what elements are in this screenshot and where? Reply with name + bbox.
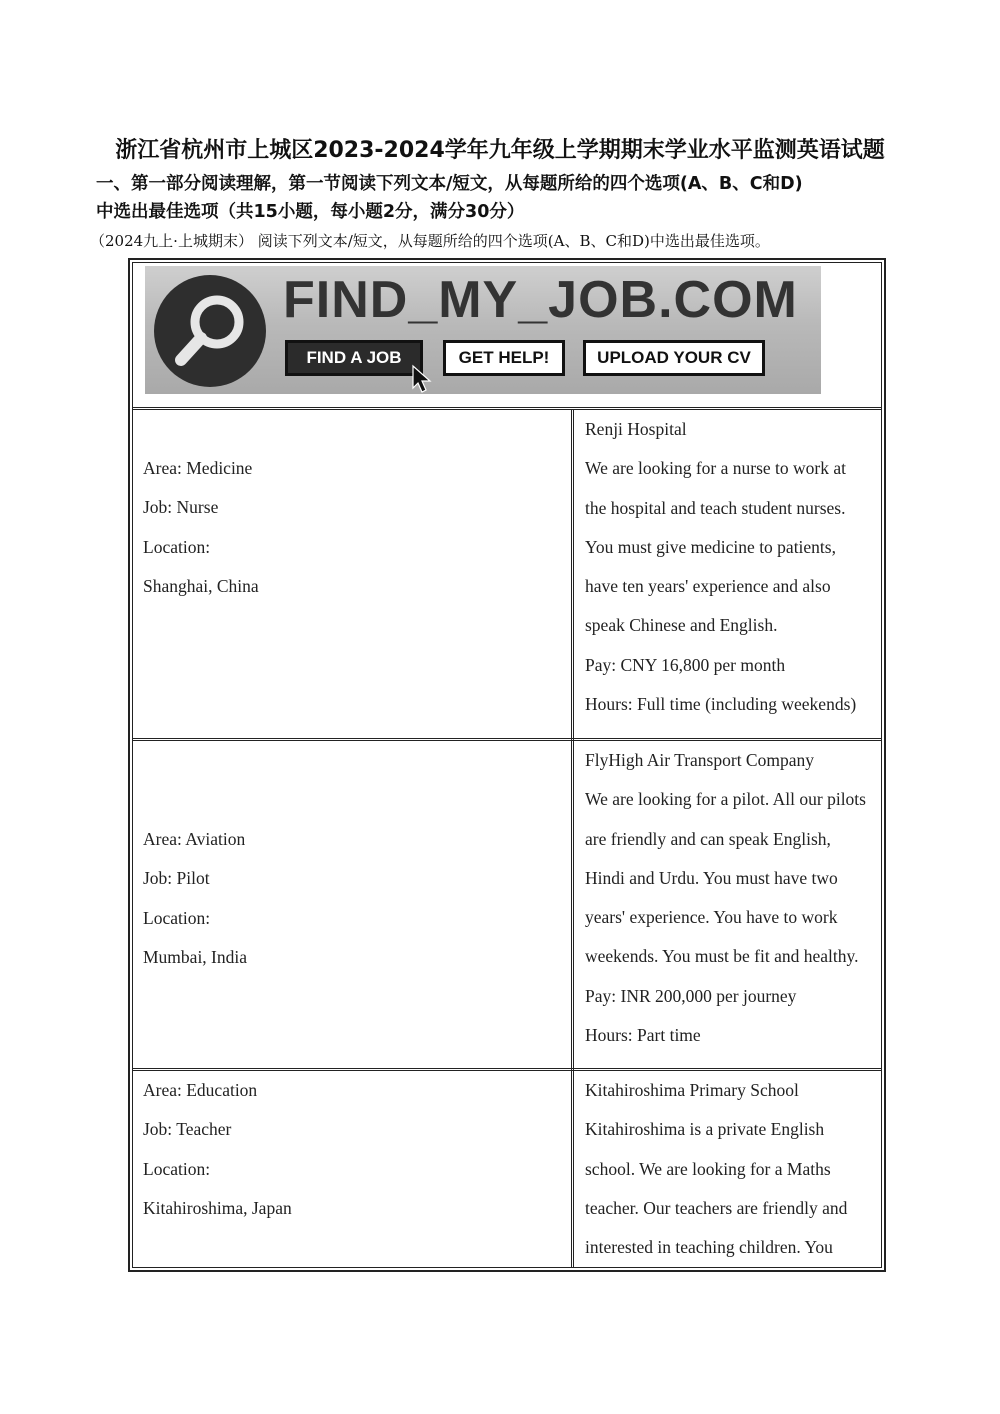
job-summary-nurse xyxy=(143,449,259,606)
job-location-label: Location: xyxy=(143,1158,211,1179)
find-my-job-banner xyxy=(145,266,821,394)
job-location: Mumbai, India xyxy=(143,946,248,967)
job-ad-table-inner xyxy=(132,262,882,1268)
magnifier-icon xyxy=(151,272,269,390)
job-ad-table xyxy=(128,258,886,1272)
brand-logo-text: FIND_MY_JOB.COM xyxy=(283,271,798,329)
description-line: speak Chinese and English. xyxy=(585,615,778,636)
upload-your-cv-button[interactable]: UPLOAD YOUR CV xyxy=(583,340,765,376)
hours-line: Hours: Part time xyxy=(585,1025,701,1046)
job-area: Area: Medicine xyxy=(143,458,253,478)
column-divider xyxy=(571,409,574,1267)
section-heading-line-1: 一、第一部分阅读理解，第一节阅读下列文本/短文，从每题所给的四个选项(A、B、C和D) xyxy=(96,174,803,194)
description-line: Kitahiroshima is a private English xyxy=(585,1119,825,1140)
cursor-icon xyxy=(411,364,433,394)
description-line: school. We are looking for a Maths xyxy=(585,1158,831,1179)
description-line: We are looking for a nurse to work at xyxy=(585,458,847,479)
hours-line: Hours: Full time (including weekends) xyxy=(585,694,857,715)
employer-name: Kitahiroshima Primary School xyxy=(585,1080,799,1100)
employer-name: Renji Hospital xyxy=(585,419,687,439)
description-line: the hospital and teach student nurses. xyxy=(585,497,846,518)
job-summary-pilot xyxy=(143,820,247,977)
job-description-teacher xyxy=(585,1071,847,1267)
section-heading xyxy=(96,170,926,226)
job-location-label: Location: xyxy=(143,907,211,928)
description-line: are friendly and can speak English, xyxy=(585,828,831,849)
employer-name: FlyHigh Air Transport Company xyxy=(585,750,814,770)
find-a-job-button[interactable]: FIND A JOB xyxy=(285,340,423,376)
description-line: We are looking for a pilot. All our pilots xyxy=(585,789,866,810)
job-area: Area: Education xyxy=(143,1080,258,1100)
section-heading-line-2: 中选出最佳选项（共15小题，每小题2分，满分30分） xyxy=(96,202,525,222)
pay-line: Pay: CNY 16,800 per month xyxy=(585,654,786,675)
description-line: Hindi and Urdu. You must have two xyxy=(585,867,838,888)
description-line: You must give medicine to patients, xyxy=(585,536,836,557)
job-summary-teacher xyxy=(143,1071,292,1228)
job-location: Kitahiroshima, Japan xyxy=(143,1197,292,1218)
description-line: teacher. Our teachers are friendly and xyxy=(585,1197,848,1218)
job-title: Job: Teacher xyxy=(143,1119,232,1140)
job-location-label: Location: xyxy=(143,536,211,557)
job-location: Shanghai, China xyxy=(143,575,259,596)
description-line: interested in teaching children. You xyxy=(585,1237,833,1258)
job-title: Job: Nurse xyxy=(143,497,219,518)
pay-line: Pay: INR 200,000 per journey xyxy=(585,985,797,1006)
job-description-pilot xyxy=(585,741,866,1055)
job-description-nurse xyxy=(585,410,856,724)
instruction-text: （2024九上·上城期末） 阅读下列文本/短文，从每题所给的四个选项(A、B、C和D)中选出最佳选项。 xyxy=(90,232,770,250)
description-line: weekends. You must be fit and healthy. xyxy=(585,946,859,967)
description-line: have ten years' experience and also xyxy=(585,576,831,597)
job-area: Area: Aviation xyxy=(143,829,246,849)
get-help-button[interactable]: GET HELP! xyxy=(443,340,565,376)
page-title: 浙江省杭州市上城区2023-2024学年九年级上学期期末学业水平监测英语试题 xyxy=(115,138,885,163)
job-title: Job: Pilot xyxy=(143,868,210,889)
description-line: years' experience. You have to work xyxy=(585,907,838,928)
